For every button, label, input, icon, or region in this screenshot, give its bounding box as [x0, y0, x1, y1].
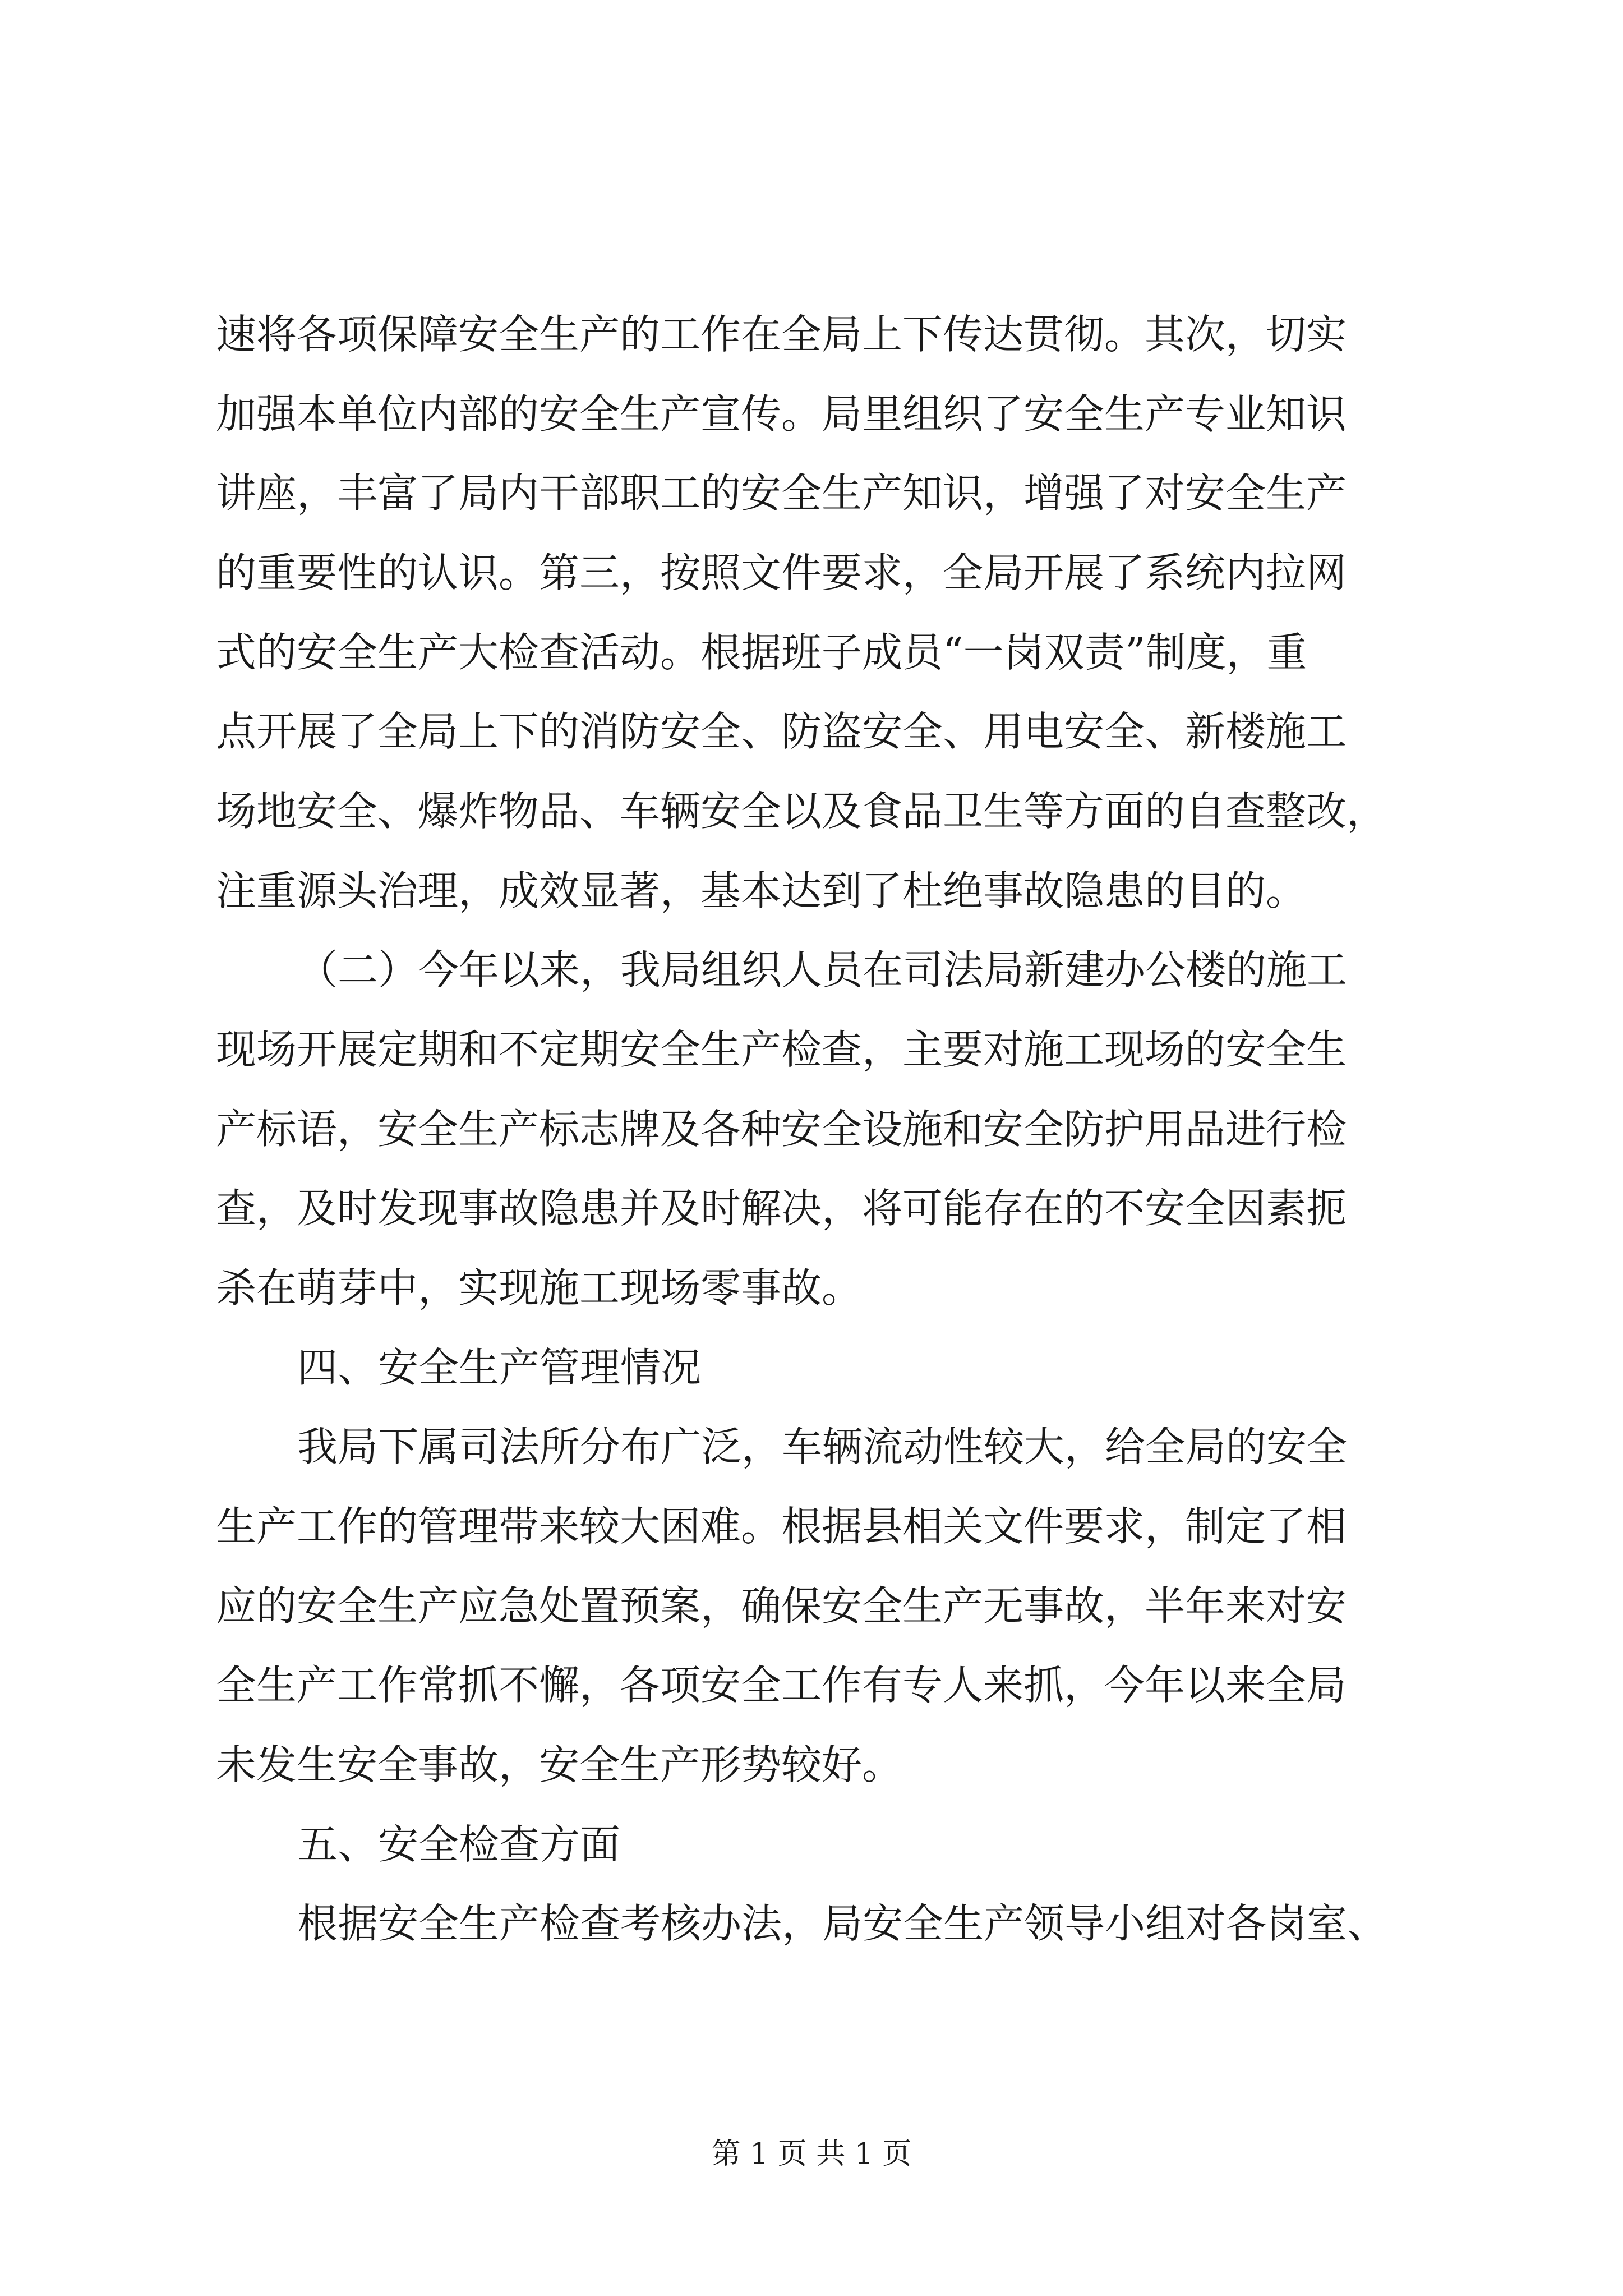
body-line: 查，及时发现事故隐患并及时解决，将可能存在的不安全因素扼	[216, 1185, 1347, 1232]
page-footer: 第 1 页 共 1 页	[711, 2137, 912, 2171]
body-line: 应的安全生产应急处置预案，确保安全生产无事故，半年来对安	[216, 1582, 1347, 1630]
paragraph-start-line: 根据安全生产检查考核办法，局安全生产领导小组对各岗室、	[297, 1900, 1388, 1947]
body-line: 点开展了全局上下的消防安全、防盗安全、用电安全、新楼施工	[216, 708, 1347, 755]
body-line: 注重源头治理，成效显著，基本达到了杜绝事故隐患的目的。	[216, 867, 1307, 914]
body-line: 讲座，丰富了局内干部职工的安全生产知识，增强了对安全生产	[216, 470, 1347, 517]
body-line: 全生产工作常抓不懈，各项安全工作有专人来抓，今年以来全局	[216, 1662, 1347, 1709]
body-line: 产标语，安全生产标志牌及各种安全设施和安全防护用品进行检	[216, 1106, 1347, 1153]
section-heading: 五、安全检查方面	[297, 1821, 621, 1868]
section-heading: 四、安全生产管理情况	[297, 1344, 702, 1391]
body-line: 生产工作的管理带来较大困难。根据县相关文件要求，制定了相	[216, 1503, 1347, 1550]
body-line: 杀在萌芽中，实现施工现场零事故。	[216, 1264, 863, 1312]
body-line: 未发生安全事故，安全生产形势较好。	[216, 1741, 903, 1788]
body-line: 现场开展定期和不定期安全生产检查，主要对施工现场的安全生	[216, 1026, 1347, 1073]
body-line: 速将各项保障安全生产的工作在全局上下传达贯彻。其次，切实	[216, 311, 1347, 358]
body-line: 式的安全生产大检查活动。根据班子成员“一岗双责”制度，重	[216, 629, 1307, 676]
body-line: 加强本单位内部的安全生产宣传。局里组织了安全生产专业知识	[216, 390, 1347, 438]
body-line: 场地安全、爆炸物品、车辆安全以及食品卫生等方面的自查整改，	[216, 788, 1387, 835]
body-line: 的重要性的认识。第三，按照文件要求，全局开展了系统内拉网	[216, 549, 1347, 596]
paragraph-start-line: （二）今年以来，我局组织人员在司法局新建办公楼的施工	[297, 946, 1348, 993]
paragraph-start-line: 我局下属司法所分布广泛，车辆流动性较大，给全局的安全	[297, 1423, 1348, 1470]
